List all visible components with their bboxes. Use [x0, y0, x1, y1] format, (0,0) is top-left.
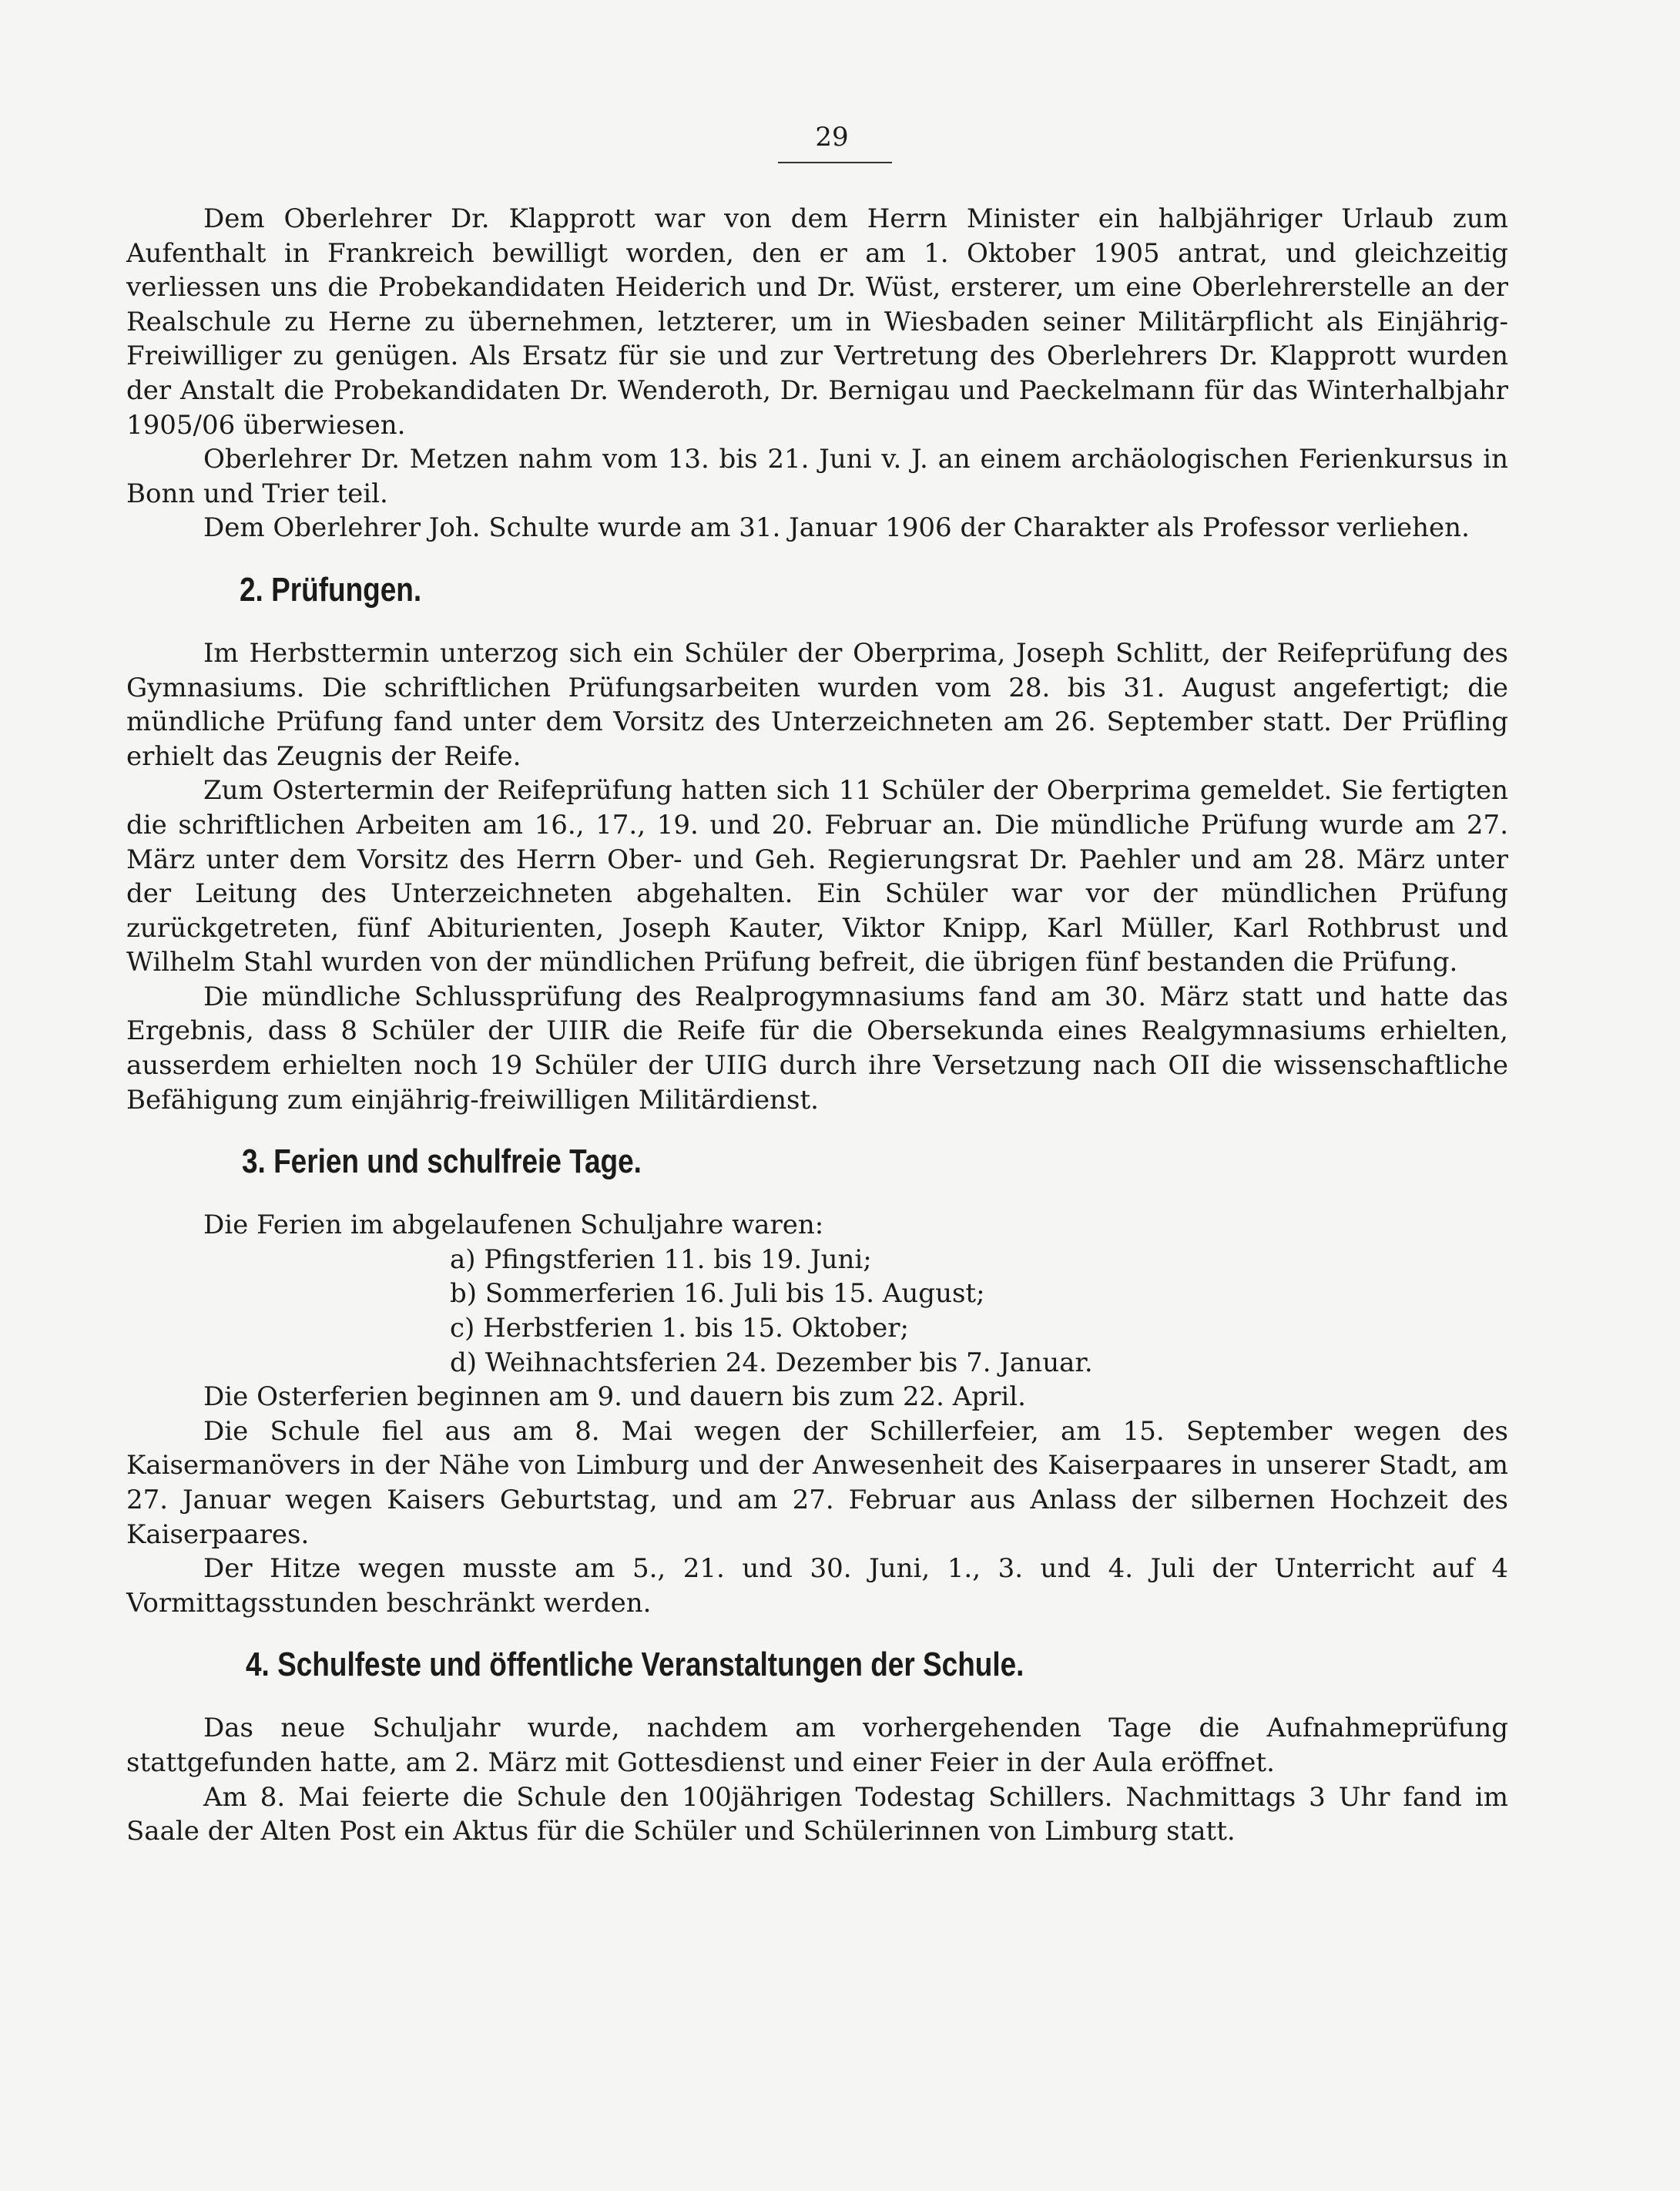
paragraph-schuljahr-beginn: Das neue Schuljahr wurde, nachdem am vorhergehenden Tage die Aufnahmeprüfung stattgefunden hatte, am 2. März mit Gottesdienst und einer Feier in der Aula eröffnet. — [126, 1713, 1508, 1778]
section-heading-ferien: 3. Ferien und schulfreie Tage. — [242, 1142, 642, 1181]
page-number: 29 — [815, 122, 849, 153]
section-heading-schulfeste: 4. Schulfeste und öffentliche Veranstaltungen der Schule. — [246, 1646, 1024, 1684]
page-number-rule — [778, 162, 892, 163]
list-item: d) Weihnachtsferien 24. Dezember bis 7. Januar. — [450, 1347, 1093, 1378]
paragraph-ferien-intro: Die Ferien im abgelaufenen Schuljahre waren: — [203, 1210, 824, 1241]
paragraph-hitzefrei: Der Hitze wegen musste am 5., 21. und 30. Juni, 1., 3. und 4. Juli der Unterricht auf 4 Vormittagsstunden beschränkt werden. — [126, 1553, 1508, 1619]
holiday-list — [126, 1243, 1508, 1380]
paragraph-herbsttermin: Im Herbsttermin unterzog sich ein Schüler der Oberprima, Joseph Schlitt, der Reifeprüfung des Gymnasiums. Die schriftlichen Prüfungsarbeiten wurden vom 28. bis 31. August angefertigt; die mündliche Prüfung fand unter dem Vorsitz des Unterzeichneten am 26. September statt. Der Prüfling erhielt das Zeugnis der Reife. — [126, 637, 1508, 772]
section-heading-pruefungen: 2. Prüfungen. — [240, 570, 422, 609]
page-body — [126, 202, 1508, 1849]
paragraph-schlusspruefung: Die mündliche Schlussprüfung des Realprogymnasiums fand am 30. März statt und hatte das Ergebnis, dass 8 Schüler der UIIR die Reife für die Obersekunda eines Realgymnasiums erhielten, ausserdem erhielten noch 19 Schüler der UIIG durch ihre Versetzung nach OII die wissenschaftliche Befähigung zum einjährig-freiwilligen Militärdienst. — [126, 981, 1508, 1116]
paragraph-ferienkursus: Oberlehrer Dr. Metzen nahm vom 13. bis 21. Juni v. J. an einem archäologischen Ferienkursus in Bonn und Trier teil. — [126, 444, 1508, 509]
paragraph-urlaub: Dem Oberlehrer Dr. Klapprott war von dem Herrn Minister ein halbjähriger Urlaub zum Aufenthalt in Frankreich bewilligt worden, den er am 1. Oktober 1905 antrat, und gleichzeitig verliessen uns die Probekandidaten Heiderich und Dr. Wüst, ersterer, um eine Oberlehrerstelle an der Realschule zu Herne zu übernehmen, letzterer, um in Wiesbaden seiner Militärpflicht als Einjährig-Freiwilliger zu genügen. Als Ersatz für sie und zur Vertretung des Oberlehrers Dr. Klapprott wurden der Anstalt die Probekandidaten Dr. Wenderoth, Dr. Bernigau und Paeckelmann für das Winterhalbjahr 1905/06 überwiesen. — [126, 203, 1508, 441]
paragraph-schillerfeier: Am 8. Mai feierte die Schule den 100jährigen Todestag Schillers. Nachmittags 3 Uhr fand im Saale der Alten Post ein Aktus für die Schüler und Schülerinnen von Limburg statt. — [126, 1781, 1508, 1847]
list-item: a) Pfingstferien 11. bis 19. Juni; — [450, 1243, 872, 1275]
paragraph-professor: Dem Oberlehrer Joh. Schulte wurde am 31. Januar 1906 der Charakter als Professor verliehen. — [203, 512, 1470, 544]
paragraph-ostertermin: Zum Ostertermin der Reifeprüfung hatten sich 11 Schüler der Oberprima gemeldet. Sie fertigten die schriftlichen Arbeiten am 16., 17., 19. und 20. Februar an. Die mündliche Prüfung wurde am 27. März unter dem Vorsitz des Herrn Ober- und Geh. Regierungsrat Dr. Paehler und am 28. März unter der Leitung des Unterzeichneten abgehalten. Ein Schüler war vor der mündlichen Prüfung zurückgetreten, fünf Abiturienten, Joseph Kauter, Viktor Knipp, Karl Müller, Karl Rothbrust und Wilhelm Stahl wurden von der mündlichen Prüfung befreit, die übrigen fünf bestanden die Prüfung. — [126, 775, 1508, 978]
paragraph-schulausfall: Die Schule fiel aus am 8. Mai wegen der Schillerfeier, am 15. September wegen des Kaisermanövers in der Nähe von Limburg und der Anwesenheit des Kaiserpaares in unserer Stadt, am 27. Januar wegen Kaisers Geburtstag, und am 27. Februar aus Anlass der silbernen Hochzeit des Kaiserpaares. — [126, 1415, 1508, 1550]
paragraph-osterferien: Die Osterferien beginnen am 9. und dauern bis zum 22. April. — [203, 1381, 1026, 1413]
list-item: c) Herbstferien 1. bis 15. Oktober; — [450, 1313, 909, 1344]
list-item: b) Sommerferien 16. Juli bis 15. August; — [450, 1278, 985, 1310]
